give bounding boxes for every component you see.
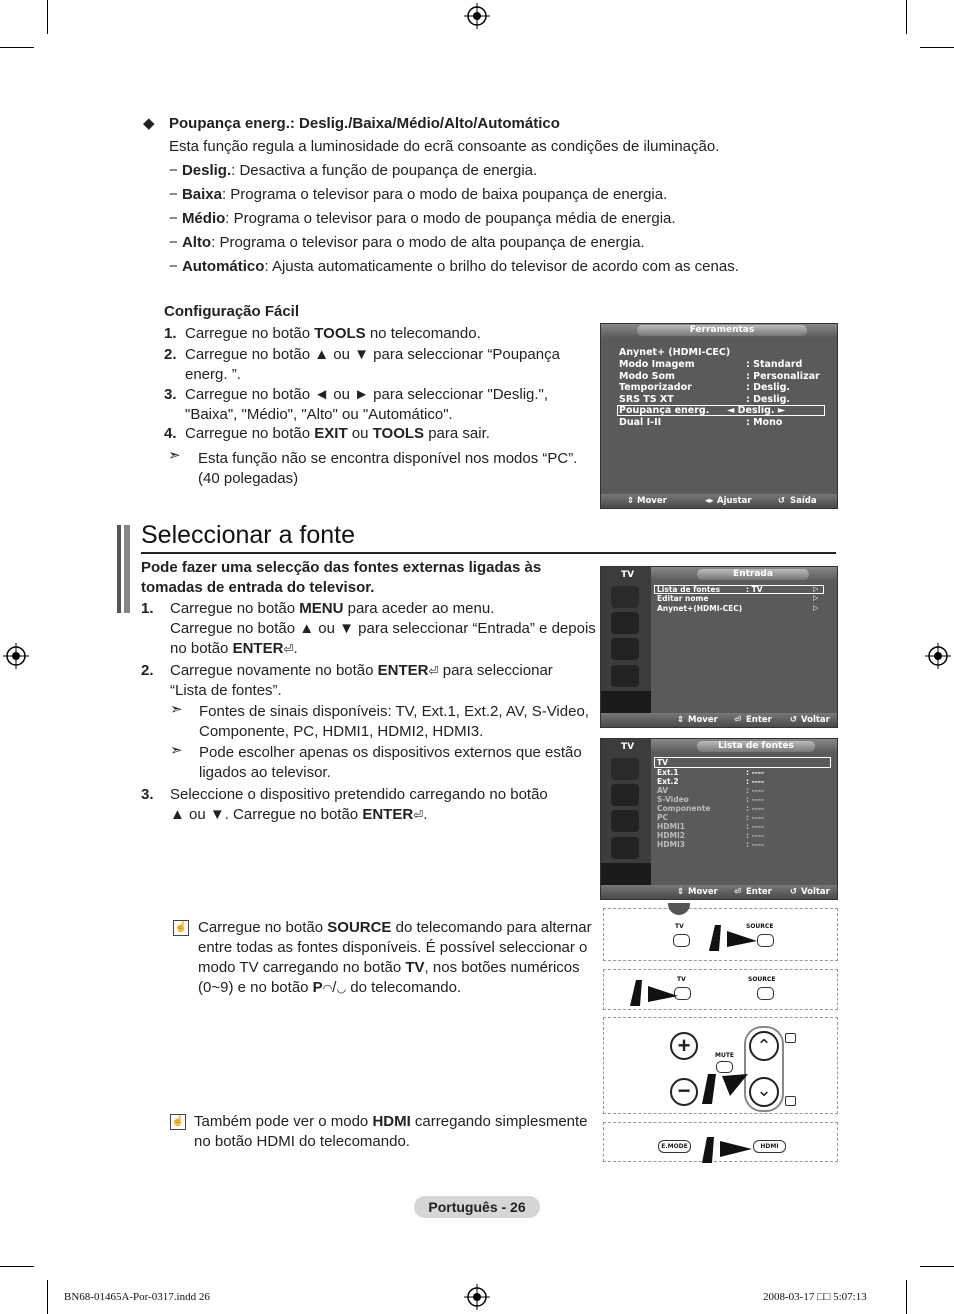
osd-row-value: : ---- [746,831,765,840]
finger-pointer-icon [702,1135,754,1163]
list-item: − Baixa: Programa o televisor para o modo de baixa poupança de energia. [169,186,668,203]
source-button[interactable] [757,987,774,1000]
osd-row[interactable]: AV [657,786,669,795]
list-item: − Alto: Programa o televisor para o modo de alta poupança de energia. [169,234,645,251]
osd-row-value: : ---- [746,768,765,777]
source-button[interactable] [757,934,774,947]
osd-row-value: : Mono [746,417,783,428]
tip-hand-icon: ☝ [170,1114,186,1130]
note-text: Pode escolher apenas os dispositivos externos que estão ligados ao televisor. [199,744,582,781]
hdmi-button[interactable]: HDMI [753,1140,786,1153]
step-text: Carregue no botão MENU para aceder ao menu. Carregue no botão ▲ ou ▼ para seleccionar “Entrada” e depois no botão ENTER⏎. [170,600,596,657]
poupanca-intro: Esta função regula a luminosidade do ecrã consoante as condições de iluminação. [169,138,720,155]
registration-mark-icon [464,3,490,29]
footer-enter: Enter [746,887,772,897]
finger-pointer-icon [702,1066,752,1106]
step-text: Seleccione o dispositivo pretendido carregando no botão ▲ ou ▼. Carregue no botão ENTER⏎. [170,786,548,823]
side-button[interactable] [785,1096,796,1106]
note-arrow-icon: ➣ [170,701,183,718]
enter-icon: ⏎ [413,808,424,822]
volume-down-button[interactable]: − [670,1078,698,1106]
tv-label: TV [675,923,684,930]
footer-voltar: Voltar [801,715,830,725]
channel-icon[interactable] [611,810,639,832]
osd-row-value: : Deslig. [746,382,791,393]
osd-row[interactable]: Ext.2 [657,777,679,786]
registration-mark-icon [464,1284,490,1310]
updown-icon: ⇕ [677,887,685,897]
osd-entrada [600,566,838,728]
print-file-name: BN68-01465A-Por-0317.indd 26 [64,1291,210,1303]
osd-row[interactable]: HDMI1 [657,822,685,831]
finger-pointer-icon [709,923,759,953]
enter-icon: ⏎ [428,664,439,678]
sound-icon[interactable] [611,784,639,806]
source-label: SOURCE [746,923,774,930]
section-title: Seleccionar a fonte [141,521,356,549]
step: 2. [164,346,177,363]
picture-icon[interactable] [611,586,639,608]
step-text: Carregue no botão ▲ ou ▼ para seleccionar “Poupança energ. ”. [185,346,560,383]
osd-title: Entrada [697,569,809,580]
step-text: Carregue no botão ◄ ou ► para seleccionar "Deslig.", "Baixa", "Médio", "Alto" ou "Automático". [185,386,549,423]
remote-illustration [603,1122,838,1162]
osd-row-value: : Deslig. [746,394,791,405]
list-item: − Automático: Ajusta automaticamente o brilho do televisor de acordo com as cenas. [169,258,739,275]
step: 3. [141,786,154,803]
setup-icon[interactable] [611,665,639,687]
osd-row: Temporizador [619,382,692,393]
diamond-bullet-icon: ◆ [143,115,155,132]
osd-row[interactable]: Editar nome [657,594,709,603]
crop-mark [920,1266,954,1267]
osd-row[interactable]: HDMI3 [657,840,685,849]
footer-voltar: Voltar [801,887,830,897]
osd-tv-label: TV [621,742,635,752]
crop-mark [0,1266,34,1267]
osd-row[interactable]: Anynet+(HDMI-CEC) [657,604,743,613]
power-button[interactable] [668,903,690,915]
osd-title: Lista de fontes [697,741,815,752]
page-number: Português - 26 [414,1196,540,1218]
step: 4. [164,425,177,442]
remote-illustration [603,969,838,1010]
return-icon: ↺ [790,887,798,897]
finger-pointer-icon [630,978,680,1008]
registration-mark-icon [925,643,951,669]
tip-hand-icon: ☝ [173,920,189,936]
enter-icon: ⏎ [734,887,742,897]
footer-saida: Saída [790,496,817,506]
osd-row-value: : TV [746,585,763,594]
crop-mark [906,0,907,34]
osd-row[interactable]: Lista de fontes [657,585,721,594]
crop-mark [0,47,34,48]
note-arrow-icon: ➣ [168,447,181,464]
step: 1. [141,600,154,617]
setup-icon[interactable] [611,837,639,859]
step: 3. [164,386,177,403]
emode-button[interactable]: E.MODE [658,1140,691,1153]
note-text: Fontes de sinais disponíveis: TV, Ext.1, Ext.2, AV, S-Video, Componente, PC, HDMI1, HDMI2, HDMI3. [199,703,589,740]
note-arrow-icon: ➣ [170,742,183,759]
remote-illustration [603,1017,838,1114]
crop-mark [920,47,954,48]
channel-down-button[interactable]: ⌄ [749,1077,779,1107]
divider [141,552,836,554]
arrow-right-icon: ▷ [813,594,819,602]
enter-icon: ⏎ [283,642,294,656]
crop-mark [47,0,48,34]
source-label: SOURCE [748,976,776,983]
return-icon: ↺ [778,496,786,506]
osd-footer [601,713,837,727]
channel-down-icon: ◡ [336,983,347,995]
step: 1. [164,325,177,342]
section-lead: Pode fazer uma selecção das fontes externas ligadas às tomadas de entrada do televisor. [141,559,542,596]
osd-row-value: : ---- [746,804,765,813]
enter-icon: ⏎ [734,715,742,725]
tip-text: Também pode ver o modo HDMI carregando simplesmente no botão HDMI do telecomando. [194,1113,588,1150]
leftright-icon: ◂▸ [705,496,714,506]
step-text: Carregue novamente no botão ENTER⏎ para seleccionar “Lista de fontes”. [170,662,553,699]
osd-title: Ferramentas [637,325,807,336]
osd-row-value: : ---- [746,840,765,849]
osd-row-value: : ---- [746,786,765,795]
updown-icon: ⇕ [677,715,685,725]
osd-row[interactable]: TV [657,758,668,767]
arrow-right-icon: ▷ [813,585,819,593]
osd-row[interactable]: HDMI2 [657,831,685,840]
osd-row-value: : Standard [746,359,803,370]
arrow-right-icon: ▷ [813,604,819,612]
crop-mark [47,1280,48,1314]
osd-tv-label: TV [621,570,635,580]
return-icon: ↺ [790,715,798,725]
updown-icon: ⇕ [627,496,635,506]
footer-enter: Enter [746,715,772,725]
step: 2. [141,662,154,679]
osd-row[interactable]: Componente [657,804,711,813]
osd-row[interactable]: S-Video [657,795,689,804]
osd-row: Dual I-II [619,417,662,428]
footer-ajustar: Ajustar [717,496,752,506]
tv-button[interactable] [673,934,690,947]
osd-row-value: : ---- [746,813,765,822]
osd-row-value: : ---- [746,795,765,804]
osd-row-value: ◄ Deslig. ► [727,405,786,416]
volume-up-button[interactable]: + [670,1032,698,1060]
osd-row-value: : Personalizar [746,371,820,382]
channel-up-icon: ◠ [322,983,333,995]
osd-ferramentas [600,323,838,509]
input-icon[interactable] [601,691,651,715]
note-text: Esta função não se encontra disponível nos modos “PC”. (40 polegadas) [198,450,578,487]
footer-mover: Mover [688,715,718,725]
config-title: Configuração Fácil [164,303,300,320]
crop-mark [906,1280,907,1314]
poupanca-heading: Poupança energ.: Deslig./Baixa/Médio/Alto/Automático [169,115,560,132]
osd-row: SRS TS XT [619,394,674,405]
osd-row: Modo Som [619,371,675,382]
channel-up-button[interactable]: ⌃ [749,1031,779,1061]
osd-footer [601,885,837,899]
print-date: 2008-03-17 □□ 5:07:13 [763,1291,867,1303]
section-bar [124,525,130,613]
mute-label: MUTE [715,1052,735,1059]
list-item: − Médio: Programa o televisor para o modo de poupança média de energia. [169,210,676,227]
osd-row[interactable]: PC [657,813,669,822]
osd-row: Anynet+ (HDMI-CEC) [619,347,731,358]
registration-mark-icon [3,643,29,669]
tip-text: Carregue no botão SOURCE do telecomando para alternar entre todas as fontes disponíveis. É possível seleccionar o modo TV carregando no botão TV, nos botões numéricos (0~9) e no botão P◠/◡ do telecomando. [198,919,592,996]
osd-row: Modo Imagem [619,359,695,370]
step-text: Carregue no botão TOOLS no telecomando. [185,325,481,342]
osd-highlight[interactable] [654,757,831,768]
osd-row-value: : ---- [746,822,765,831]
section-bar [117,525,121,613]
picture-icon[interactable] [611,758,639,780]
list-item: − Deslig.: Desactiva a função de poupança de energia. [169,162,538,179]
remote-illustration [603,908,838,961]
side-button[interactable] [785,1033,796,1043]
sound-icon[interactable] [611,612,639,634]
step-text: Carregue no botão EXIT ou TOOLS para sair. [185,425,490,442]
osd-row[interactable]: Ext.1 [657,768,679,777]
tv-label: TV [677,976,686,983]
osd-row-value: : ---- [746,777,765,786]
osd-lista-fontes [600,738,838,900]
channel-icon[interactable] [611,638,639,660]
input-icon[interactable] [601,863,651,887]
footer-mover: Mover [637,496,667,506]
osd-row: Poupança energ. [619,405,710,416]
osd-footer [601,494,837,508]
footer-mover: Mover [688,887,718,897]
